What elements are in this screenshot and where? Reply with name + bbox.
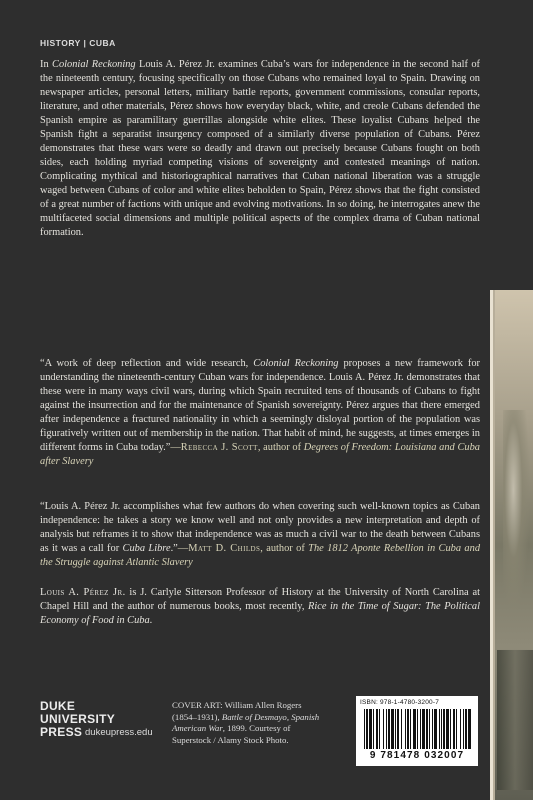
isbn-number: ISBN: 978-1-4780-3200-7 bbox=[360, 699, 440, 706]
endorser-book: The 1812 Aponte Rebellion in Cuba and the Struggle against Atlantic Slavery bbox=[40, 543, 481, 568]
author-name: Louis A. Pérez Jr. bbox=[40, 587, 126, 598]
cover-art-image bbox=[490, 290, 533, 800]
author-bio: Louis A. Pérez Jr. is J. Carlyle Sitterson Professor of History at the University of North Carolina at Chapel Hill and the author of numerous books, most recently, Rice in the Time of Sugar: The Political Economy of Food in Cuba. bbox=[40, 587, 480, 626]
endorsement-quote-scott: “A work of deep reflection and wide research, Colonial Reckoning proposes a new framework for understanding the nineteenth-century Cuban wars for independence. Louis A. Pérez Jr. demonstrates that these were in many ways civil wars, during which Spain recruited tens of thousands of Cubans to fight against the insurrection and for the maintenance of Spanish sovereignty. Pérez argues that there emerged after independence a fractured nationality in which a seemingly disloyal portion of the population was figuratively written out of membership in the nation. That habit of mind, he suggests, at times emerges in different forms in Cuba today.”—Rebecca J. Scott, author of Degrees of Freedom: Louisiana and Cuba after Slavery bbox=[40, 358, 480, 467]
endorser-book: Degrees of Freedom: Louisiana and Cuba after Slavery bbox=[40, 442, 480, 467]
endorsement-quote-childs: “Louis A. Pérez Jr. accomplishes what few authors do when covering such well-known topics as Cuban independence: he takes a story we know well and not only provides a new interpretation and depth of analysis but reframes it to show that independence was as much a civil war to the death between Cubans as it was a call for Cuba Libre.”—Matt D. Childs, author of The 1812 Aponte Rebellion in Cuba and the Struggle against Atlantic Slavery bbox=[40, 501, 481, 568]
barcode-icon bbox=[364, 709, 472, 749]
endorser-name: Matt D. Childs bbox=[188, 543, 261, 554]
book-description: In Colonial Reckoning Louis A. Pérez Jr. examines Cuba’s wars for independence in the second half of the nineteenth century, focusing specifically on those Cubans who remained loyal to Spain. Drawing on newspaper articles, personal letters, military battle reports, government commissions, consular reports, literature, and other materials, Pérez shows how everyday black, white, and creole Cubans defended the Spanish empire as paramilitary guerrillas alongside white elites. These loyalist Cubans helped the Spanish fight a separatist insurgency composed of a similarly diverse population of Cubans. Pérez demonstrates that these wars were so deadly and drawn out precisely because Cubans fought on both sides, each holding myriad competing visions of sovereignty and contested meanings of nation. Complicating mythical and historiographical narratives that Cuban national liberation was a struggle waged between Cubans of color and white elites beholden to Spain, Pérez shows that the fight consisted of a great number of factions with unique and evolving motivations. In so doing, he interrogates anew the multifaceted social dimensions and multiple political aspects of the complex drama of Cuban national formation. bbox=[40, 59, 480, 238]
barcode-digits: 9 781478 032007 bbox=[369, 750, 465, 761]
isbn-barcode bbox=[356, 696, 478, 766]
book-title: Colonial Reckoning bbox=[52, 59, 136, 70]
endorser-name: Rebecca J. Scott bbox=[180, 442, 258, 453]
publisher-url: dukeupress.edu bbox=[85, 727, 153, 738]
cover-art-credit: COVER ART: William Allen Rogers (1854–1931), Battle of Desmayo, Spanish American War, 1899. Courtesy of Superstock / Alamy Stock Photo. bbox=[172, 700, 320, 745]
publisher-logo: DUKE UNIVERSITY PRESS bbox=[40, 699, 116, 739]
book-title: Colonial Reckoning bbox=[253, 358, 339, 369]
category-label: HISTORY | CUBA bbox=[40, 38, 116, 48]
